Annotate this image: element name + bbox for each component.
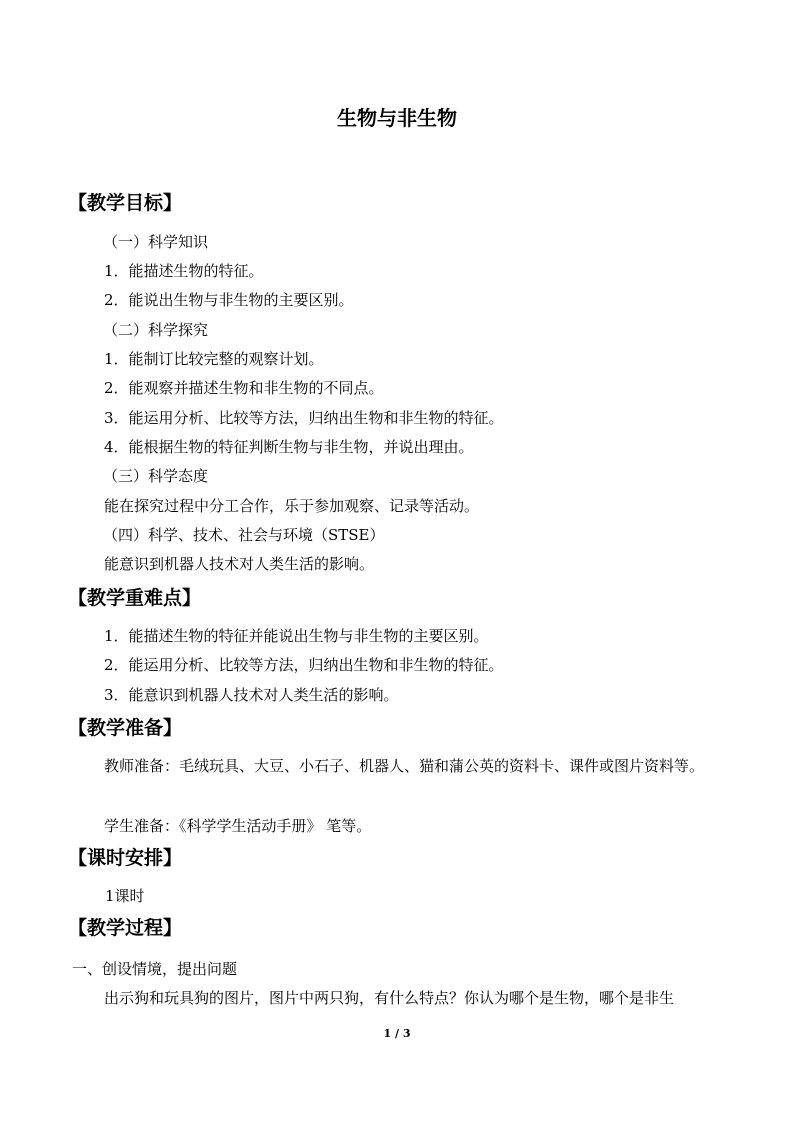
paragraph-student-prep: 学生准备：《科学学生活动手册》 笔等。 (104, 817, 372, 835)
list-item: 1．能描述生物的特征并能说出生物与非生物的主要区别。 (104, 627, 489, 645)
section-heading-key-points: 【教学重难点】 (68, 587, 202, 609)
list-item: 3．能运用分析、比较等方法，归纳出生物和非生物的特征。 (104, 409, 504, 427)
section-heading-process: 【教学过程】 (68, 917, 183, 939)
list-item: 2．能观察并描述生物和非生物的不同点。 (104, 379, 384, 397)
paragraph-schedule: 1课时 (105, 887, 145, 905)
paragraph-step1: 出示狗和玩具狗的图片，图片中两只狗，有什么特点？你认为哪个是生物，哪个是非生 (104, 989, 675, 1007)
section-heading-preparation: 【教学准备】 (68, 717, 183, 739)
page-number: 1 / 3 (383, 1027, 411, 1040)
list-item: 1．能描述生物的特征。 (104, 262, 264, 280)
step-title: 一、创设情境，提出问题 (72, 960, 238, 978)
section-heading-objectives: 【教学目标】 (68, 192, 183, 214)
list-item: 2．能运用分析、比较等方法，归纳出生物和非生物的特征。 (104, 656, 504, 674)
section-heading-schedule: 【课时安排】 (68, 847, 183, 869)
subheading-attitude: （三）科学态度 (103, 467, 209, 485)
page-title: 生物与非生物 (337, 106, 457, 130)
list-item: 3．能意识到机器人技术对人类生活的影响。 (104, 686, 399, 704)
paragraph-stse: 能意识到机器人技术对人类生活的影响。 (104, 555, 375, 573)
paragraph-teacher-prep: 教师准备：毛绒玩具、大豆、小石子、机器人、猫和蒲公英的资料卡、课件或图片资料等。 (104, 757, 705, 775)
paragraph-attitude: 能在探究过程中分工合作，乐于参加观察、记录等活动。 (104, 497, 480, 515)
list-item: 4．能根据生物的特征判断生物与非生物，并说出理由。 (104, 438, 474, 456)
subheading-inquiry: （二）科学探究 (103, 321, 209, 339)
subheading-knowledge: （一）科学知识 (103, 233, 209, 251)
list-item: 1．能制订比较完整的观察计划。 (104, 350, 324, 368)
list-item: 2．能说出生物与非生物的主要区别。 (104, 291, 354, 309)
subheading-stse: （四）科学、技术、社会与环境（STSE） (103, 526, 385, 544)
